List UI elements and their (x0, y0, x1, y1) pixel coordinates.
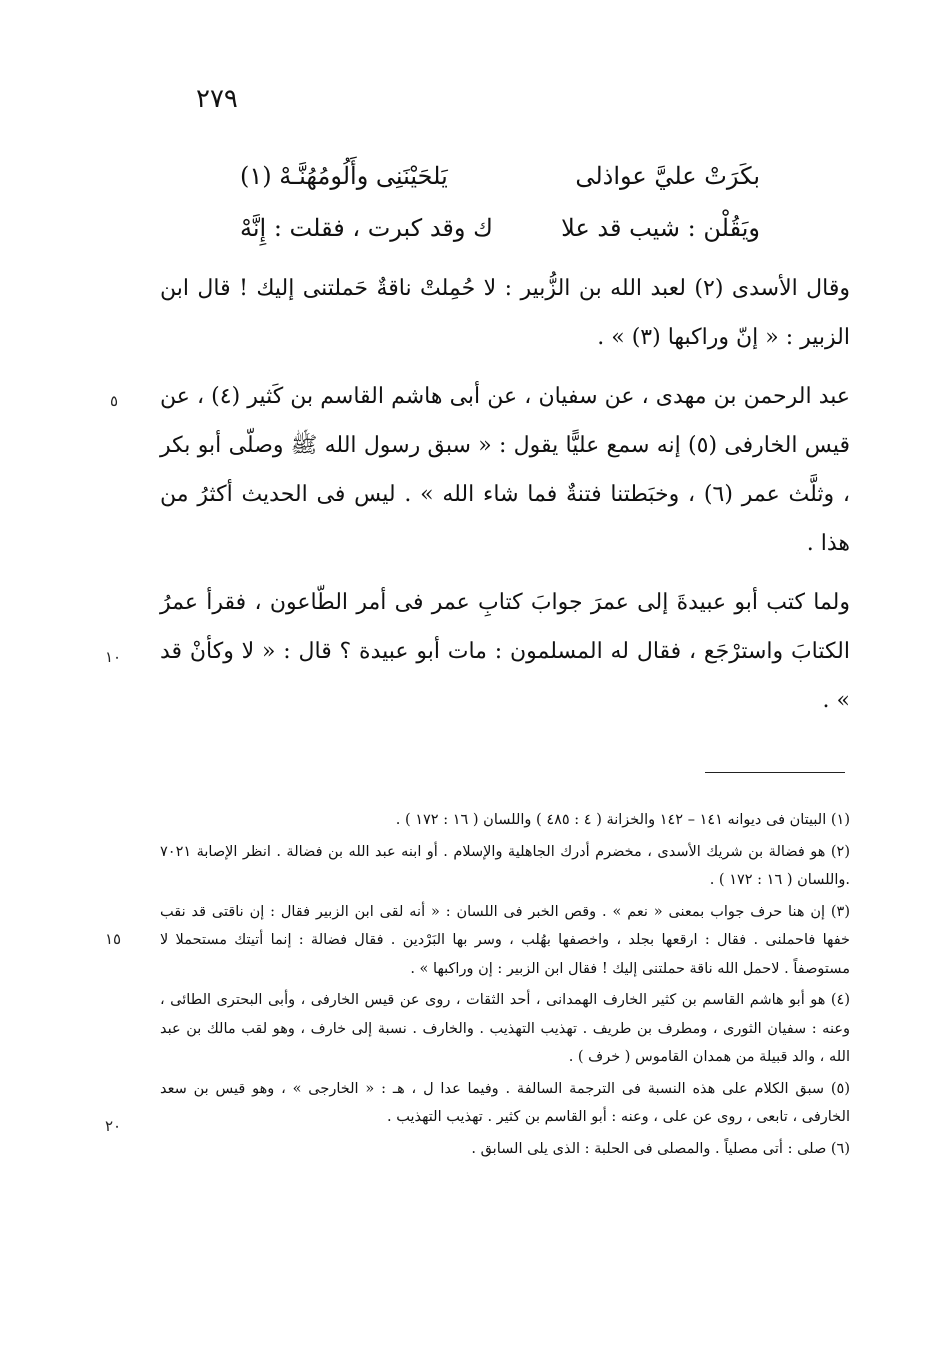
verse-line (240, 202, 760, 254)
footnotes (160, 806, 850, 1166)
footnote: (٤) هو أبو هاشم القاسم بن كثير الخارف الهمدانى ، أحد الثقات ، روى عن قيس الخارفى ، وأبى البحترى الطائى ، وعنه : سفيان الثورى ، ومطرف بن طريف . تهذيب التهذيب . والخارف . نسبة إلى خارف ، وهو لقب مالك بن عبد الله ، والد قبيلة من همدان القاموس ( خرف ) . (160, 992, 850, 1065)
line-number: ١٥ (105, 930, 122, 948)
paragraph: وقال الأسدى (٢) لعبد الله بن الزُّبير : لا حُمِلتْ ناقةٌ حَملتنى إليك ! قال ابن الزبير : « إنّ وراكبها (٣) » . (160, 276, 851, 350)
footnote: (١) البيتان فى ديوانه ١٤١ – ١٤٢ والخزانة ( ٤ : ٤٨٥ ) واللسان ( ١٦ : ١٧٢ ) . (395, 812, 850, 828)
footnote: (٥) سبق الكلام على هذه النسبة فى الترجمة السالفة . وفيما عدا ل ، هـ : « الخارجى » ، وهو قيس بن سعد الخارفى ، تابعى ، روى عن على ، وعنه : أبو القاسم بن كثير . تهذيب التهذيب . (160, 1080, 850, 1125)
line-number: ٥ (110, 392, 119, 410)
poem-verses (240, 150, 760, 254)
paragraph: ولما كتب أبو عبيدةَ إلى عمرَ جوابَ كتابِ عمر فى أمر الطّاعون ، فقرأ عمرُ الكتابَ واسترْجَع ، فقال له المسلمون : مات أبو عبيدة ؟ قال : « لا وكأنْ قد » . (160, 590, 850, 713)
paragraph: عبد الرحمن بن مهدى ، عن سفيان ، عن أبى هاشم القاسم بن كَثير (٤) ، عن قيس الخارفى (٥) إنه سمع عليًّا يقول : « سبق رسول الله ﷺ وصلّى أبو بكر ، وثلَّث عمر (٦) ، وخبَطتنا فتنةٌ فما شاء الله » . ليس فى الحديث أكثرُ من هذا . (160, 384, 851, 556)
line-number: ١٠ (105, 648, 122, 666)
footnote: (٦) صلى : أتى مصلياً . والمصلى فى الحلبة : الذى يلى السابق . (471, 1140, 850, 1157)
verse-line (240, 150, 760, 202)
line-number: ٢٠ (105, 1117, 122, 1135)
verse-hemistich-left: يَلحَيْنَنِى وأَلُومُهُنَّـهْ (١) (240, 162, 448, 190)
footnote-separator (705, 772, 845, 773)
verse-hemistich-left: ك وقد كبرت ، فقلت : إِنَّهْ (240, 214, 493, 242)
footnote: (٣) إن هنا حرف جواب بمعنى « نعم » . وقص الخبر فى اللسان : « أنه لقى ابن الزبير فقال : إن ناقتى قد نقب خفها فاحملنى . فقال : ارقعها بجلد ، واخصفها بهُلب ، وسر بها البَرْدين . فقال فضالة : إنما أتيتك مستحملا لا مستوصفاً . لاحمل الله ناقة حملتنى إليك ! فقال ابن الزبير : إن وراكبها » . (160, 903, 850, 977)
main-text (160, 264, 850, 735)
verse-hemistich-right: ويَقُلْن : شيب قد علا (561, 214, 760, 242)
verse-hemistich-right: بكَرَتْ عليَّ عواذلى (575, 162, 760, 190)
footnote: (٢) هو فضالة بن شريك الأسدى ، مخضرم أدرك الجاهلية والإسلام . أو ابنه عبد الله بن فضالة . انظر الإصابة ٧٠٢١ .واللسان ( ١٦ : ١٧٢ ) . (160, 843, 850, 888)
page-number: ٢٧٩ (196, 84, 238, 114)
